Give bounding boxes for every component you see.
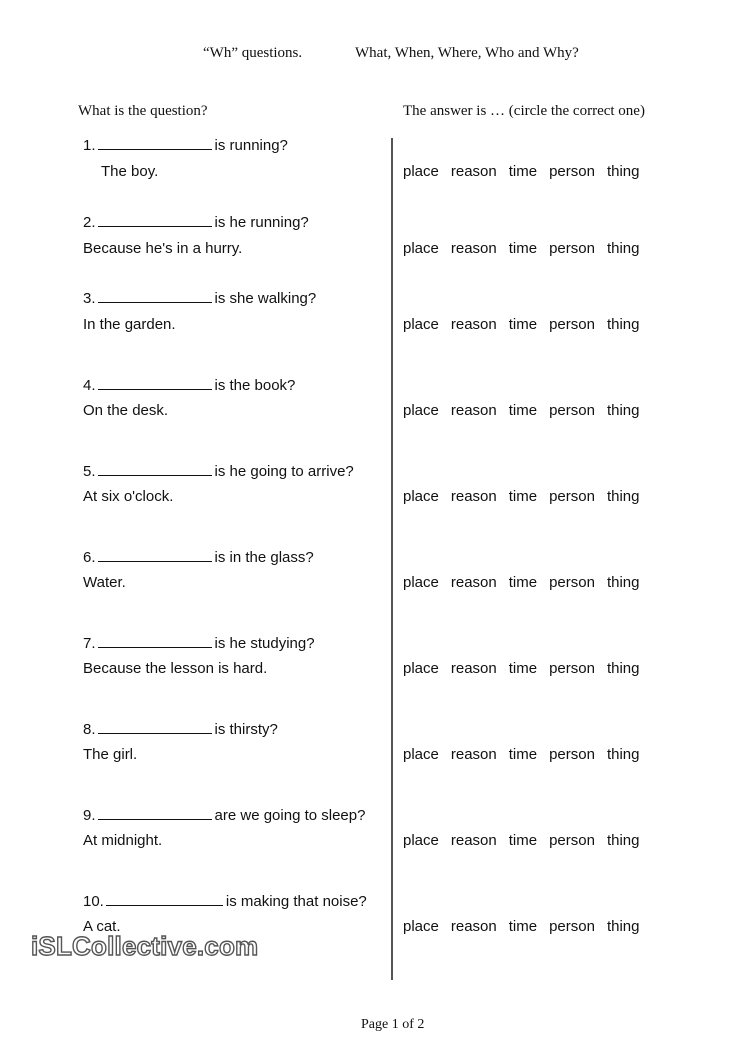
choice-thing[interactable]: thing (606, 402, 640, 419)
question-number: 7. (83, 635, 96, 652)
choice-time[interactable]: time (508, 163, 538, 180)
choice-thing[interactable]: thing (606, 240, 640, 257)
choice-thing[interactable]: thing (606, 163, 640, 180)
question-column-heading: What is the question? (78, 103, 208, 119)
watermark-logo: iSLCollective.com (31, 931, 259, 961)
choice-time[interactable]: time (508, 918, 538, 935)
choice-reason[interactable]: reason (450, 832, 497, 849)
answer-text: A cat. (83, 918, 121, 935)
choice-time[interactable]: time (508, 316, 538, 333)
choice-time[interactable]: time (508, 240, 538, 257)
choice-place[interactable]: place (403, 832, 439, 849)
choice-place[interactable]: place (403, 660, 439, 677)
choice-person[interactable]: person (549, 163, 595, 180)
question-text: is running? (214, 137, 288, 154)
choice-place[interactable]: place (403, 574, 439, 591)
choice-row (403, 660, 651, 677)
answer-blank[interactable] (98, 560, 212, 562)
question-line (83, 290, 316, 307)
question-line (83, 463, 354, 480)
choice-person[interactable]: person (549, 316, 595, 333)
choice-person[interactable]: person (549, 488, 595, 505)
answer-text: Because the lesson is hard. (83, 660, 268, 677)
question-number: 6. (83, 549, 96, 566)
question-text: is she walking? (214, 290, 317, 307)
question-text: is the book? (214, 377, 296, 394)
answer-blank[interactable] (98, 732, 212, 734)
choice-place[interactable]: place (403, 316, 439, 333)
choice-person[interactable]: person (549, 240, 595, 257)
choice-time[interactable]: time (508, 488, 538, 505)
choice-person[interactable]: person (549, 746, 595, 763)
choice-thing[interactable]: thing (606, 316, 640, 333)
answer-text: At midnight. (83, 832, 163, 849)
choice-reason[interactable]: reason (450, 574, 497, 591)
answer-text: Water. (83, 574, 126, 591)
answer-blank[interactable] (98, 646, 212, 648)
choice-place[interactable]: place (403, 918, 439, 935)
choice-place[interactable]: place (403, 402, 439, 419)
choice-thing[interactable]: thing (606, 832, 640, 849)
choice-thing[interactable]: thing (606, 488, 640, 505)
question-number: 1. (83, 137, 96, 154)
answer-blank[interactable] (98, 225, 212, 227)
answer-blank[interactable] (98, 301, 212, 303)
choice-time[interactable]: time (508, 832, 538, 849)
question-text: is thirsty? (214, 721, 278, 738)
choice-time[interactable]: time (508, 574, 538, 591)
choice-person[interactable]: person (549, 832, 595, 849)
answer-text: Because he's in a hurry. (83, 240, 243, 257)
question-line (83, 549, 314, 566)
question-text: is he running? (214, 214, 309, 231)
question-text: is he studying? (214, 635, 315, 652)
answer-blank[interactable] (98, 474, 212, 476)
choice-reason[interactable]: reason (450, 488, 497, 505)
answer-text: The girl. (83, 746, 138, 763)
question-number: 3. (83, 290, 96, 307)
choice-thing[interactable]: thing (606, 574, 640, 591)
choice-reason[interactable]: reason (450, 918, 497, 935)
choice-row (403, 832, 651, 849)
choice-person[interactable]: person (549, 918, 595, 935)
question-text: is in the glass? (214, 549, 314, 566)
answer-text: The boy. (101, 163, 159, 180)
question-number: 10. (83, 893, 104, 910)
choice-row (403, 488, 651, 505)
choice-reason[interactable]: reason (450, 163, 497, 180)
choice-reason[interactable]: reason (450, 402, 497, 419)
answer-text: On the desk. (83, 402, 169, 419)
page-footer: Page 1 of 2 (361, 1017, 425, 1032)
choice-row (403, 316, 651, 333)
question-number: 2. (83, 214, 96, 231)
column-divider (391, 138, 393, 980)
choice-row (403, 574, 651, 591)
question-line (83, 377, 295, 394)
choice-place[interactable]: place (403, 163, 439, 180)
choice-time[interactable]: time (508, 660, 538, 677)
choice-person[interactable]: person (549, 402, 595, 419)
choice-reason[interactable]: reason (450, 660, 497, 677)
answer-text: At six o'clock. (83, 488, 174, 505)
answer-blank[interactable] (98, 818, 212, 820)
choice-reason[interactable]: reason (450, 240, 497, 257)
answer-text: In the garden. (83, 316, 176, 333)
choice-row (403, 918, 651, 935)
choice-reason[interactable]: reason (450, 316, 497, 333)
question-line (83, 214, 309, 231)
choice-reason[interactable]: reason (450, 746, 497, 763)
question-number: 9. (83, 807, 96, 824)
choice-person[interactable]: person (549, 574, 595, 591)
question-text: are we going to sleep? (214, 807, 366, 824)
answer-column-heading: The answer is … (circle the correct one) (403, 103, 645, 119)
choice-place[interactable]: place (403, 488, 439, 505)
choice-time[interactable]: time (508, 746, 538, 763)
choice-row (403, 240, 651, 257)
answer-blank[interactable] (98, 388, 212, 390)
choice-thing[interactable]: thing (606, 918, 640, 935)
choice-row (403, 163, 651, 180)
question-number: 5. (83, 463, 96, 480)
choice-time[interactable]: time (508, 402, 538, 419)
header-subtitle: What, When, Where, Who and Why? (355, 45, 579, 61)
question-line (83, 635, 315, 652)
question-line (83, 721, 278, 738)
choice-row (403, 746, 651, 763)
question-text: is making that noise? (225, 893, 367, 910)
question-line (83, 137, 288, 154)
question-line (83, 893, 367, 910)
choice-row (403, 402, 651, 419)
choice-thing[interactable]: thing (606, 660, 640, 677)
choice-place[interactable]: place (403, 746, 439, 763)
answer-blank[interactable] (98, 148, 212, 150)
question-number: 8. (83, 721, 96, 738)
choice-person[interactable]: person (549, 660, 595, 677)
question-line (83, 807, 365, 824)
header-title: “Wh” questions. (203, 45, 303, 61)
choice-thing[interactable]: thing (606, 746, 640, 763)
choice-place[interactable]: place (403, 240, 439, 257)
question-number: 4. (83, 377, 96, 394)
answer-blank[interactable] (106, 904, 223, 906)
question-text: is he going to arrive? (214, 463, 354, 480)
